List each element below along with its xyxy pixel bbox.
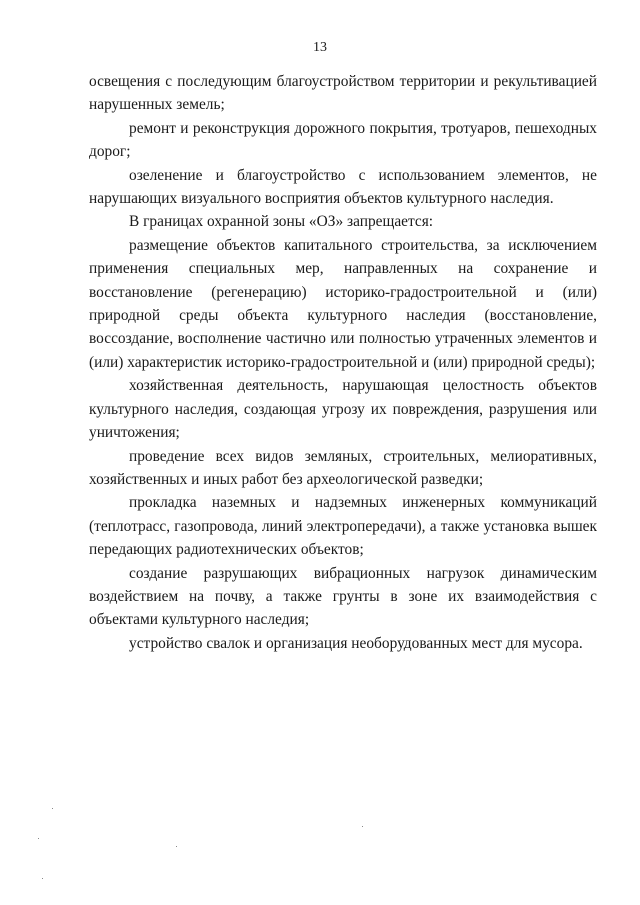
scan-speck bbox=[176, 846, 177, 847]
paragraph-capital-construction: размещение объектов капитального строительства, за исключением применения специальных мер, направленных на сохранение и восстановление (регенерацию) историко-градостроительной и (или) природной среды объекта культурного наследия (восстановление, воссоздание, восполнение частично или полностью утраченных элементов и (или) характеристик историко-градостроительной и (или) природной среды); bbox=[89, 236, 597, 371]
paragraph-prohibited-heading: В границах охранной зоны «ОЗ» запрещается: bbox=[129, 213, 434, 231]
paragraph-road-repair: ремонт и реконструкция дорожного покрытия, тротуаров, пешеходных дорог; bbox=[89, 119, 597, 161]
paragraph-dumps: устройство свалок и организация необорудованных мест для мусора. bbox=[129, 634, 583, 652]
scan-speck bbox=[38, 838, 39, 839]
paragraph-vibration-loads: создание разрушающих вибрационных нагрузок динамическим воздействием на почву, а также грунты в зоне их взаимодействия с объектами культурного наследия; bbox=[89, 564, 597, 629]
paragraph-earthworks: проведение всех видов земляных, строительных, мелиоративных, хозяйственных и иных работ без археологической разведки; bbox=[89, 447, 597, 488]
document-body bbox=[89, 70, 597, 655]
scan-speck bbox=[362, 826, 363, 827]
paragraph-lighting-continuation: освещения с последующим благоустройством территории и рекультивацией нарушенных земель; bbox=[89, 73, 597, 114]
page-number: 13 bbox=[313, 40, 327, 55]
paragraph-landscaping: озеленение и благоустройство с использованием элементов, не нарушающих визуального восприятия объектов культурного наследия. bbox=[89, 166, 597, 208]
scan-speck bbox=[52, 808, 53, 809]
paragraph-economic-activity: хозяйственная деятельность, нарушающая целостность объектов культурного наследия, создающая угрозу их повреждения, разрушения или уничтожения; bbox=[89, 377, 597, 442]
paragraph-utilities: прокладка наземных и надземных инженерных коммуникаций (теплотрасс, газопровода, линий электропередачи), а также установка вышек передающих радиотехнических объектов; bbox=[89, 494, 597, 559]
scan-speck bbox=[42, 878, 43, 879]
